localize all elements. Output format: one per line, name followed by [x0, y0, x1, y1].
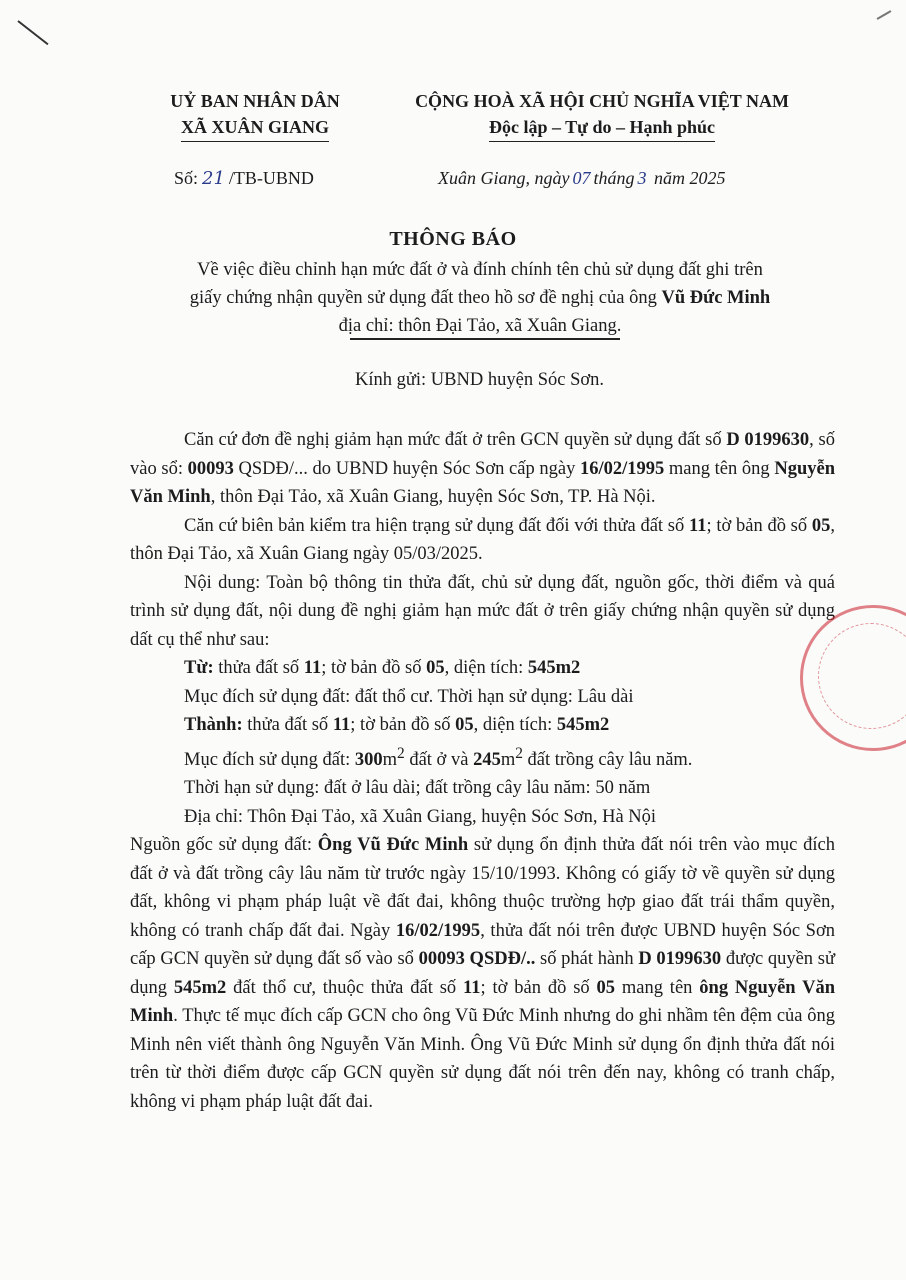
- subject-person-name: Vũ Đức Minh: [661, 288, 771, 308]
- document-subject: [100, 256, 860, 340]
- line-from-purpose: Mục đích sử dụng đất: đất thổ cư. Thời hạn sử dụng: Lâu dài: [184, 686, 634, 707]
- date-month-label: tháng: [593, 168, 635, 188]
- date-day-handwritten: 07: [572, 168, 591, 188]
- subject-line2: [100, 284, 860, 312]
- scan-mark: [17, 20, 48, 45]
- issue-date: [438, 168, 726, 189]
- issuing-agency: [155, 88, 355, 142]
- scan-mark-corner: [877, 10, 892, 20]
- date-place: Xuân Giang, ngày: [438, 168, 570, 188]
- agency-line1: UỶ BAN NHÂN DÂN: [170, 91, 340, 111]
- agency-line2: XÃ XUÂN GIANG: [181, 114, 329, 142]
- doc-number-prefix: Số:: [174, 168, 199, 188]
- national-heading: [382, 88, 822, 142]
- paragraph-basis-application: Căn cứ đơn đề nghị giảm hạn mức đất ở trên GCN quyền sử dụng đất số D 0199630, số vào sổ: 00093 QSDĐ/... do UBND huyện Sóc Sơn cấp ngày 16/02/1995 mang tên ông Nguyễn Văn Minh, thôn Đại Tảo, xã Xuân Giang, huyện Sóc Sơn, TP. Hà Nội.: [130, 430, 835, 507]
- doc-number-handwritten: 21: [202, 168, 225, 189]
- subject-underline: [350, 338, 620, 340]
- paragraph-basis-inspection: Căn cứ biên bản kiểm tra hiện trạng sử dụng đất đối với thửa đất số 11; tờ bản đồ số 05, thôn Đại Tảo, xã Xuân Giang ngày 05/03/2025.: [130, 515, 835, 564]
- document-body: [130, 426, 835, 1116]
- national-motto: Độc lập – Tự do – Hạnh phúc: [489, 114, 715, 142]
- date-month-handwritten: 3: [637, 168, 647, 188]
- line-to-term: Thời hạn sử dụng: đất ở lâu dài; đất trồng cây lâu năm: 50 năm: [184, 778, 651, 799]
- document-number: [174, 168, 314, 189]
- recipient: Kính gửi: UBND huyện Sóc Sơn.: [355, 370, 605, 390]
- date-year: năm 2025: [654, 168, 726, 188]
- subject-line3: địa chỉ: thôn Đại Tảo, xã Xuân Giang.: [338, 316, 622, 336]
- line-to-address: Địa chỉ: Thôn Đại Tảo, xã Xuân Giang, huyện Sóc Sơn, Hà Nội: [184, 806, 657, 827]
- nation-name: CỘNG HOÀ XÃ HỘI CHỦ NGHĨA VIỆT NAM: [415, 91, 789, 111]
- line-to: Thành: thửa đất số 11; tờ bản đồ số 05, diện tích: 545m2: [184, 715, 610, 735]
- paragraph-land-origin: Nguồn gốc sử dụng đất: Ông Vũ Đức Minh sử dụng ổn định thửa đất nói trên vào mục đích đất ở và đất trồng cây lâu năm từ trước ngày 15/10/1993. Không có giấy tờ về quyền sử dụng đất, không vi phạm pháp luật về đất đai, không thuộc trường hợp giao đất trái thẩm quyền, không có tranh chấp đất đai. Ngày 16/02/1995, thửa đất nói trên được UBND huyện Sóc Sơn cấp GCN quyền sử dụng đất số vào sổ 00093 QSDĐ/.. số phát hành D 0199630 được quyền sử dụng 545m2 đất thổ cư, thuộc thửa đất số 11; tờ bản đồ số 05 mang tên ông Nguyễn Văn Minh. Thực tế mục đích cấp GCN cho ông Vũ Đức Minh nhưng do ghi nhầm tên đệm của ông Minh nên viết thành ông Nguyễn Văn Minh. Ông Vũ Đức Minh sử dụng ổn định thửa đất nói trên từ thời điểm được cấp GCN quyền sử dụng đất nói trên đến nay, không có tranh chấp, không vi phạm pháp luật đất đai.: [130, 835, 836, 1112]
- subject-line2-text: giấy chứng nhận quyền sử dụng đất theo hồ sơ đề nghị của ông: [189, 288, 662, 308]
- line-to-purpose: Mục đích sử dụng đất: $300m^2$ đất ở và $245m^2$ đất trồng cây lâu năm.: [184, 744, 693, 770]
- paragraph-content: Nội dung: Toàn bộ thông tin thửa đất, chủ sử dụng đất, nguồn gốc, thời điểm và quá trình sử dụng đất, nội dung đề nghị giảm hạn mức đất ở trên giấy chứng nhận quyền sử dụng dất cụ thể như sau:: [130, 572, 835, 650]
- line-from: Từ: thửa đất số 11; tờ bản đồ số 05, diện tích: 545m2: [184, 658, 581, 678]
- document-title: THÔNG BÁO: [389, 228, 517, 250]
- subject-line1: Về việc điều chỉnh hạn mức đất ở và đính chính tên chủ sử dụng đất ghi trên: [197, 260, 763, 280]
- doc-number-suffix: /TB-UBND: [228, 168, 314, 188]
